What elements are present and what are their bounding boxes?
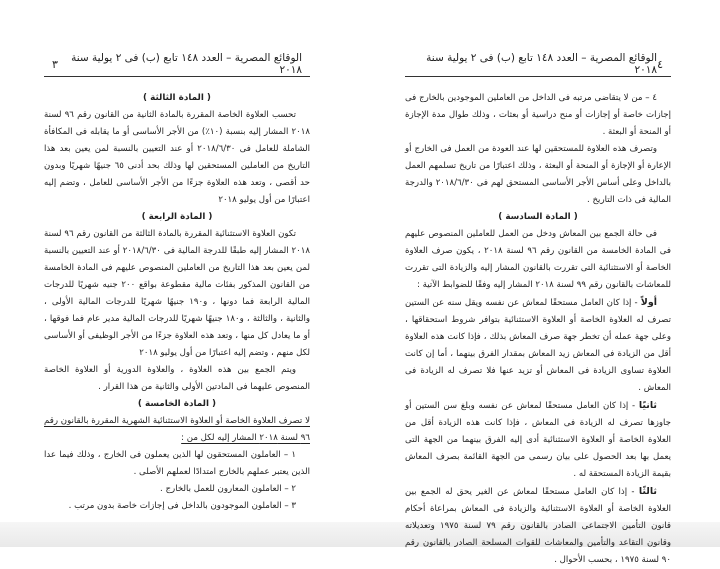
article-5-intro: لا تصرف العلاوة الخاصة أو العلاوة الاستثنائية الشهرية المقررة بالقانون رقم ٩٦ لسنة ٢٠١٨ المشار إليه لكل من :: [44, 416, 310, 443]
clause-first-label: أولاً: [640, 297, 657, 308]
article-5-item: ١ – العاملون المستحقون لها الذين يعملون فى الخارج ، وذلك فيما عدا الذين يعتبر عملهم بالخارج امتدادًا لعملهم الأصلى .: [44, 450, 310, 477]
clause-second-text: - إذا كان العامل مستحقًا لمعاش عن نفسه وبلغ سن الستين أو جاوزها تصرف له الزيادة فى المعاش ، فإذا كانت هذه الزيادة أقل من العلاوة الخاصة أو العلاوة الاستثنائية أدى إليه الفرق بينهما من الجهة التى يعمل بها بعد الحصول على بيان رسمى من الجهة القائمة بصرف المعاش بقيمة الزيادة المستحقة له .: [405, 401, 671, 479]
page-3: [44, 52, 311, 515]
header-title: الوقائع المصرية – العدد ١٤٨ تابع (ب) فى ٢ يولية سنة ٢٠١٨: [426, 52, 658, 76]
item-4-text: ٤ – من لا يتقاضى مرتبه فى الداخل من العاملين الموجودين بالخارج فى إجازات خاصة أو إجازات أو منح دراسية أو بعثات ، وذلك طوال مدة الإجازة أو المنحة أو البعثة .: [405, 93, 671, 137]
article-3-text: تحسب العلاوة الخاصة المقررة بالمادة الثانية من القانون رقم ٩٦ لسنة ٢٠١٨ المشار إليه بنسبة (١٠٪) من الأجر الأساسى أو ما يقابله فى المكافأة الشاملة للعامل فى ٢٠١٨/٦/٣٠ أو عند التعيين بالنسبة لمن يعين بعد هذا التاريخ من العاملين المستحقين لها وذلك بحد أدنى ٦٥ جنيهًا شهريًا وبدون حد أقصى ، وتعد هذه العلاوة جزءًا من الأجر الأساسى للعامل ، وتضم إليه اعتبارًا من أول يوليو ٢٠١٨: [44, 110, 310, 205]
article-4-text-2: ويتم الجمع بين هذه العلاوة ، والعلاوة الدورية أو العلاوة الخاصة المنصوص عليهما فى المادتين الأولى والثانية من هذا القرار .: [44, 365, 310, 392]
clause-third-label: ثالثًا: [638, 486, 657, 497]
article-4-title: ( المادة الرابعة ): [141, 212, 213, 222]
clause-second: [405, 397, 671, 483]
article-4-text: تكون العلاوة الاستثنائية المقررة بالمادة الثالثة من القانون رقم ٩٦ لسنة ٢٠١٨ المشار إليه طبقًا للدرجة المالية فى ٢٠١٨/٦/٣٠ أو عند التعيين بالنسبة لمن يعين بعد هذا التاريخ من العاملين المنصوص عليهم فى المادة الخامسة من القانون المذكور بفئات مالية مقطوعة بواقع ٢٠٠ جنيه شهريًا للدرجات المالية الرابعة فما دونها ، و١٩٠ جنيهًا شهريًا للدرجات المالية الأولى ، والثانية ، والثالثة ، و١٨٠ جنيهًا شهريًا للدرجات المالية مدير عام فما فوقها ، أو ما يعادل كل منها ، وتعد هذه العلاوة جزءًا من الأجر الوظيفى أو الأساسى لكل منهم ، وتضم إليه اعتبارًا من أول يوليو ٢٠١٨: [44, 229, 311, 358]
article-6-intro: فى حالة الجمع بين المعاش ودخل من العمل للعاملين المنصوص عليهم فى المادة الخامسة من القانون رقم ٩٦ لسنة ٢٠١٨ ، يكون صرف العلاوة الخاصة أو الاستثنائية التى تقررت بالقانون المشار إليه والزيادة التى تقررت للمعاشات بالقانون رقم ٩٩ لسنة ٢٠١٨ المشار إليه وفقًا للضوابط الآتية :: [405, 229, 672, 290]
page-4: [405, 52, 672, 569]
article-5-item: ٣ – العاملون الموجودون بالداخل فى إجازات خاصة بدون مرتب .: [68, 501, 296, 511]
page-header: [44, 52, 310, 77]
page-number: ٤: [657, 57, 663, 71]
clause-first: [405, 294, 671, 397]
clause-third: [405, 483, 671, 569]
clause-first-text: - إذا كان العامل مستحقًا لمعاش عن نفسه ويقل سنه عن الستين تصرف له العلاوة الخاصة أو العلاوة الاستثنائية بتوافر شروط استحقاقها ، وعلى جهة عمله أن تخطر جهة صرف المعاش بذلك ، فإذا كانت هذه العلاوة أقل من الزيادة فى المعاش زيد المعاش بمقدار الفرق بينهما ، أما إن كانت العلاوة تساوى الزيادة فى المعاش أو تزيد عنها فلا تصرف له الزيادة فى المعاش .: [405, 298, 671, 393]
page-header: [405, 52, 671, 77]
clause-third-text: - إذا كان العامل مستحقًا لمعاش عن الغير يحق له الجمع بين العلاوة الخاصة أو العلاوة الاستثنائية والزيادة فى المعاش بمراعاة أحكام قانون التأمين الاجتماعى الصادر بالقانون رقم ٧٩ لسنة ١٩٧٥ وتعديلاته وقانون التقاعد والتأمين والمعاشات للقوات المسلحة الصادر بالقانون رقم ٩٠ لسنة ١٩٧٥ ، بحسب الأحوال .: [405, 487, 672, 565]
article-3-title: ( المادة الثالثة ): [143, 93, 211, 103]
clause-second-label: ثانيًا: [638, 400, 657, 411]
header-title: الوقائع المصرية – العدد ١٤٨ تابع (ب) فى ٢ يولية سنة ٢٠١٨: [71, 52, 302, 76]
article-6-title: ( المادة السادسة ): [498, 212, 578, 222]
article-5-item: ٢ – العاملون المعارون للعمل بالخارج .: [160, 484, 296, 494]
page-body: [405, 90, 671, 569]
page-number: ٣: [52, 57, 58, 71]
payment-text: وتصرف هذه العلاوة للمستحقين لها عند العودة من العمل فى الخارج أو الإعارة أو الإجازة أو المنحة أو البعثة ، وذلك اعتبارًا من تاريخ تسلمهم العمل بالداخل وعلى أساس الأجر الأساسى المستحق لهم فى ٢٠١٨/٦/٣٠ والدرجة المالية فى ذات التاريخ .: [405, 144, 671, 205]
article-5-title: ( المادة الخامسة ): [137, 399, 217, 409]
page-body: [44, 90, 310, 515]
